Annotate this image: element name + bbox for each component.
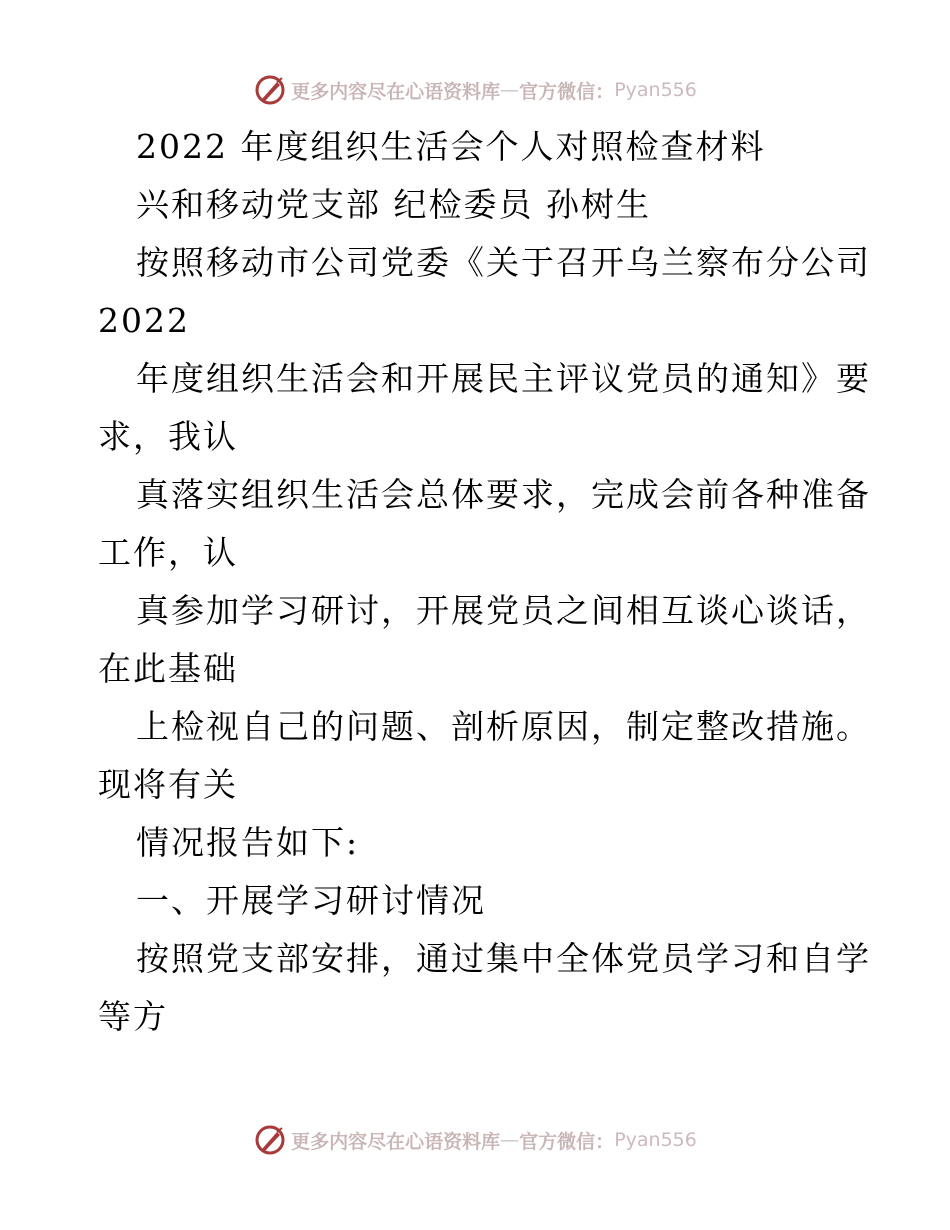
quill-seal-icon xyxy=(253,73,287,107)
paragraph-line: 等方 xyxy=(98,997,168,1036)
paragraph-line: 上检视自己的问题、剖析原因，制定整改措施。 xyxy=(136,707,871,746)
paragraph-line: 2022 xyxy=(98,301,190,340)
paragraph-line: 在此基础 xyxy=(98,649,238,688)
paragraph-line: 年度组织生活会和开展民主评议党员的通知》要 xyxy=(136,359,871,398)
watermark-text: 更多内容尽在心语资料库 xyxy=(291,1130,501,1153)
paragraph-line: 按照党支部安排，通过集中全体党员学习和自学 xyxy=(136,939,871,978)
paragraph-line: 现将有关 xyxy=(98,765,238,804)
watermark-separator: — xyxy=(500,1129,520,1151)
paragraph-line: 情况报告如下: xyxy=(136,823,360,862)
paragraph-line: 真参加学习研讨，开展党员之间相互谈心谈话， xyxy=(136,591,871,630)
paragraph-line: 求，我认 xyxy=(98,417,238,456)
section-heading: 一、开展学习研讨情况 xyxy=(136,881,486,920)
watermark-wechat-id: Pyan556 xyxy=(614,1129,697,1151)
footer-watermark xyxy=(0,1120,950,1160)
document-author: 兴和移动党支部 纪检委员 孙树生 xyxy=(136,185,651,224)
watermark-separator: — xyxy=(500,79,520,101)
watermark-wechat-id: Pyan556 xyxy=(614,79,697,101)
document-title: 2022 年度组织生活会个人对照检查材料 xyxy=(136,127,766,166)
header-watermark xyxy=(0,70,950,110)
quill-seal-icon xyxy=(253,1123,287,1157)
watermark-wechat-label: 官方微信： xyxy=(519,80,615,103)
paragraph-line: 工作，认 xyxy=(98,533,238,572)
paragraph-line: 按照移动市公司党委《关于召开乌兰察布分公司 xyxy=(136,243,871,282)
watermark-text: 更多内容尽在心语资料库 xyxy=(291,80,501,103)
paragraph-line: 真落实组织生活会总体要求，完成会前各种准备 xyxy=(136,475,871,514)
watermark-wechat-label: 官方微信： xyxy=(519,1130,615,1153)
